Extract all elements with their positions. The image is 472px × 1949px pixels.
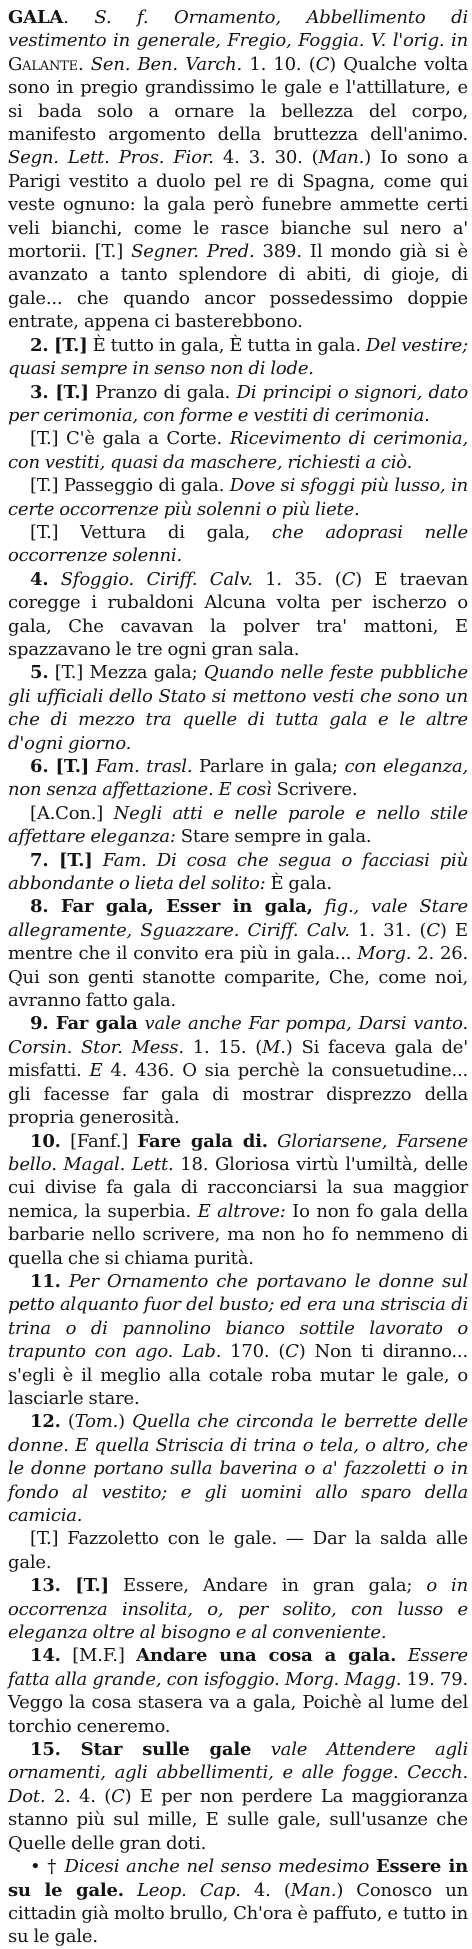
italic-text: Dicesi anche nel senso medesimo: [64, 1856, 370, 1878]
sense-13: [8, 1574, 468, 1644]
body-text: [48, 569, 60, 590]
body-text: [138, 1013, 145, 1034]
body-text: [T.] C'è gala a Corte.: [30, 428, 230, 450]
bold-text: 12.: [30, 1411, 61, 1433]
italic-text: fig., vale Stare allegramente, Sguazzare. Ciriff. Calv.: [8, 896, 468, 941]
italic-text: che adoprasi nelle occorrenze solenni.: [8, 521, 468, 567]
sense-5: [8, 661, 468, 755]
body-text: [313, 896, 325, 917]
italic-text: Di principi o signori, dato per cerimonia, con forme e vestiti di cerimonia.: [8, 381, 468, 426]
bold-text: 13. [T.]: [30, 1575, 109, 1597]
sense-14: [8, 1644, 468, 1738]
sense-3-corte: [8, 427, 468, 474]
body-text: 1. 31. (: [349, 919, 427, 941]
italic-text: Sfoggio. Ciriff. Calv.: [60, 568, 253, 590]
italic-text: Fam. Di cosa che segua o facciasi più abbondante o lieta del solito:: [8, 849, 468, 895]
bold-text: 8. Far gala, Esser in gala,: [30, 896, 313, 918]
italic-text: C: [315, 53, 330, 75]
body-text: ) Io sono a Parigi vestito a duolo pel re di Spagna, come qui veste ognuno: la gala però funebre ammette certi veli bianchi, come le rasce bianche sul nero a' mortorii. [T.]: [8, 147, 469, 263]
body-text: Essere, Andare in gran gala;: [108, 1575, 427, 1597]
italic-text: Tom.: [74, 1411, 119, 1433]
body-text: 2. 4. (: [45, 1785, 112, 1807]
sense-15: [8, 1738, 468, 1855]
italic-text: Morg.: [357, 943, 412, 965]
sense-10: [8, 1130, 468, 1270]
body-text: 4. (: [240, 1879, 291, 1901]
body-text: ) Conosco un cittadin già molto brullo, Ch'ora è paffuto, e tutto in su le gale.: [8, 1879, 468, 1948]
italic-text: Leop. Cap.: [137, 1879, 241, 1901]
bold-text: Essere in su le gale.: [8, 1856, 468, 1901]
body-text: [T.] Mezza gala;: [48, 662, 204, 684]
body-text: ) Non ti diranno... s'egli è il meglio alla cotale roba mutar le gale, o lasciarle stare.: [8, 1341, 468, 1409]
italic-text: Quella che circonda le berrette delle donne. E quella Striscia di trina o tela, o altro, che le donne portano sulla baverina o a' fazzoletti o in fondo al vestito; e gli uomini allo sparo della camicia.: [8, 1411, 468, 1526]
body-text: 1. 10. (: [242, 53, 316, 75]
bold-text: Andare una cosa a gala.: [136, 1645, 397, 1667]
italic-text: Essere fatta alla grande, con isfoggio. Morg. Magg.: [8, 1645, 469, 1690]
sense-7: [8, 849, 468, 896]
body-text: 170. (: [221, 1341, 286, 1363]
body-text: • †: [30, 1856, 65, 1878]
italic-text: Quando nelle feste pubbliche gli ufficiali dello Stato si mettono vesti che sono un che di mezzo tra quelle di tutta gala e le altre d'ogni giorno.: [8, 662, 468, 754]
bold-text: 2. [T.]: [30, 334, 88, 356]
bold-text: Fare gala di.: [137, 1130, 268, 1152]
bold-text: 3. [T.]: [30, 381, 89, 403]
sense-9: [8, 1012, 468, 1129]
italic-text: o in occorrenza insolita, o, per solito, con lusso e eleganza oltre al bisogno e al conveniente.: [8, 1575, 468, 1644]
body-text: [369, 1856, 376, 1877]
bold-text: 11.: [30, 1270, 61, 1292]
sense-2: [8, 334, 468, 381]
body-text: Stare sempre in gala.: [175, 826, 372, 848]
sense-main-definition: [8, 6, 468, 334]
bold-text: 6. [T.]: [30, 756, 90, 777]
italic-text: Del vestire; quasi sempre in senso non di lode.: [8, 334, 468, 380]
sense-4: [8, 568, 468, 662]
italic-text: Segn. Lett. Pros. Fior.: [8, 147, 214, 169]
body-text: ) E traevan coregge i rubaldoni Alcuna volta per ischerzo o gala, Che cavavan la polver tra' mattoni, E spazzavano le tre ogni gran sala.: [8, 568, 468, 660]
italic-text: Sen. Ben. Varch.: [90, 53, 243, 75]
italic-text: C: [341, 568, 356, 590]
italic-text: con eleganza, non senza affettazione. E così: [8, 756, 468, 801]
body-text: ) Qualche volta sono in pregio grandissimo le gale e l'attillature, e si bada solo a ornare la bellezza del corpo, manifesto argomento della bruttezza dell'animo.: [8, 53, 469, 146]
italic-text: E: [89, 1060, 103, 1082]
bold-text: 4.: [30, 568, 49, 590]
body-text: [T.] Vettura di gala,: [30, 521, 272, 543]
italic-text: Man.: [290, 1879, 337, 1901]
body-text: 2. 26. Qui son genti stanotte comparite, Che, come noi, avranno fatto gala.: [8, 943, 469, 1012]
body-text: [M.F.]: [60, 1645, 137, 1667]
italic-text: Per Ornamento che portavano le donne sul petto alquanto fuor del busto; ed era una striscia di trina o di pannolino bianco sottile lavorato o trapunto con ago. Lab.: [8, 1270, 468, 1363]
body-text: 18. Gloriosa virtù l'umiltà, delle cui divise fa gala di racconciarsi la sua maggior nemica, la superbia.: [8, 1153, 468, 1222]
italic-text: Man.: [318, 147, 365, 169]
body-text: [61, 1271, 69, 1292]
body-text: Pranzo di gala.: [88, 381, 237, 403]
bold-text: 14.: [30, 1645, 61, 1667]
body-text: Parlare in gala;: [192, 756, 345, 777]
bold-text: 9. Far gala: [30, 1013, 138, 1035]
italic-text: S. f. Ornamento, Abbellimento di vestimento in generale, Fregio, Foggia. V. l'orig. in: [8, 7, 468, 52]
body-text: Io non fo gala della barbarie nello scrivere, ma non ho fo nemmeno di quella che si chiama purità.: [8, 1200, 468, 1269]
sense-11: [8, 1270, 468, 1410]
body-text: ) E mentre che il convito era più in gala...: [8, 919, 468, 965]
body-text: 4. 3. 30. (: [213, 147, 319, 169]
body-text: ) Si faceva gala de' misfatti.: [8, 1036, 468, 1082]
sense-3: [8, 381, 468, 428]
sense-12-fazzoletto: [8, 1527, 468, 1574]
bold-text: 7. [T.]: [30, 849, 93, 871]
italic-text: Ricevimento di cerimonia, con vestiti, quasi da maschere, richiesti a ciò.: [8, 428, 468, 473]
italic-text: M.: [262, 1036, 286, 1058]
sense-8: [8, 895, 468, 1012]
italic-text: vale anche Far pompa, Darsi vanto. Corsin. Stor. Mess.: [8, 1013, 468, 1058]
body-text: [251, 1739, 270, 1760]
small-caps-text: Galante: [8, 53, 78, 75]
italic-text: Segner. Pred.: [131, 241, 255, 263]
body-text: [396, 1645, 408, 1666]
sense-3-vettura: [8, 521, 468, 568]
body-text: (: [60, 1411, 75, 1433]
italic-text: C: [426, 919, 440, 941]
bold-text: 5.: [30, 662, 49, 684]
italic-text: E altrove:: [197, 1200, 286, 1222]
italic-text: vale Attendere agli ornamenti, agli abbellimenti, e alle fogge. Cecch. Dot.: [8, 1739, 468, 1807]
italic-text: Gloriarsene, Farsene bello. Magal. Lett.: [8, 1130, 468, 1175]
italic-text: Dove si sfoggi più lusso, in certe occorrenze più solenni o più liete.: [8, 475, 468, 520]
body-text: ): [118, 1411, 133, 1433]
bold-text: GALA: [8, 7, 64, 28]
body-text: [93, 850, 103, 871]
sense-15-variant: [8, 1855, 468, 1949]
sense-6-stare-in-gala: [8, 802, 468, 849]
body-text: ) E per non perdere La maggioranza stanno più sul mille, E sulle gale, sull'usanze che Quelle delle gran doti.: [8, 1785, 468, 1854]
body-text: [89, 756, 96, 777]
bold-text: 15. Star sulle gale: [30, 1739, 252, 1761]
body-text: [Fanf.]: [60, 1130, 138, 1152]
body-text: 19. 79. Veggo la cosa stasera va a gala, Poichè al lume del torchio ceneremo.: [8, 1668, 468, 1737]
sense-6: [8, 755, 468, 802]
italic-text: C: [285, 1341, 299, 1363]
body-text: [T.] Passeggio di gala.: [30, 475, 230, 497]
body-text: [T.] Fazzoletto con le gale. — Dar la salda alle gale.: [8, 1528, 468, 1573]
body-text: 1. 35. (: [252, 568, 342, 590]
body-text: .: [77, 53, 91, 75]
body-text: È gala.: [265, 873, 332, 895]
body-text: È tutto in gala, È tutta in gala.: [87, 334, 366, 356]
body-text: 389. Il mondo già si è avanzato a tanto splendore di abiti, di gioje, di gale... che quando ancor possedessimo doppie entrate, appena ci basterebbono.: [8, 241, 468, 333]
body-text: .: [63, 7, 95, 28]
body-text: [124, 1880, 137, 1901]
sense-12: [8, 1410, 468, 1527]
body-text: 4. 436. O sia perchè la consuetudine... gli facesse far gala di mostrar disprezzo della propria generosità.: [8, 1060, 469, 1129]
sense-3-passeggio: [8, 474, 468, 521]
body-text: 1. 15. (: [183, 1036, 263, 1058]
body-text: Scrivere.: [271, 779, 358, 801]
body-text: [A.Con.]: [30, 802, 114, 824]
italic-text: C: [111, 1785, 125, 1807]
bold-text: 10.: [30, 1130, 61, 1152]
italic-text: Fam. trasl.: [95, 756, 193, 777]
italic-text: Negli atti e nelle parole e nello stile affettare eleganza:: [8, 802, 468, 848]
body-text: [268, 1131, 277, 1152]
